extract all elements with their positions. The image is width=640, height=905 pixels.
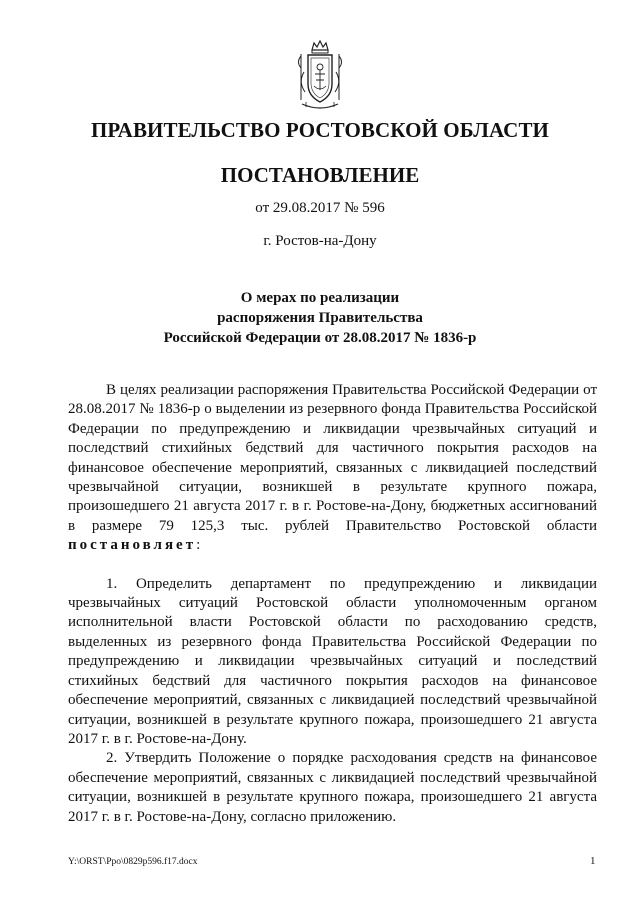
preamble-paragraph (68, 381, 597, 556)
subject-line: Российской Федерации от 28.08.2017 № 1836-р (163, 330, 477, 346)
decree-word: постановляет (68, 537, 197, 554)
document-body (68, 381, 597, 827)
decree-colon: : (196, 537, 201, 554)
footer-page-number: 1 (590, 855, 596, 867)
subject-line: О мерах по реализации (240, 290, 400, 306)
footer-file-path: Y:\ORST\Ppo\0829p596.f17.docx (68, 857, 198, 867)
document-date-number: от 29.08.2017 № 596 (255, 200, 385, 216)
coat-of-arms-icon (292, 40, 348, 114)
document-city: г. Ростов-на-Дону (263, 233, 377, 249)
organization-name: ПРАВИТЕЛЬСТВО РОСТОВСКОЙ ОБЛАСТИ (91, 118, 549, 142)
item-paragraph: 2. Утвердить Положение о порядке расходования средств на финансовое обеспечение мероприятий, связанных с ликвидацией последствий чрезвычайной ситуации, возникшей в результате крупного пожара, произошедшего 21 августа 2017 г. в г. Ростове-на-Дону, согласно приложению. (68, 750, 597, 825)
document-subject (0, 288, 640, 348)
item-paragraph: 1. Определить департамент по предупреждению и ликвидации чрезвычайных ситуаций Ростовской области уполномоченным органом исполнительной власти Ростовской области по расходованию средств, выделенных из резервного фонда Правительства Российской Федерации по предупреждению и ликвидации чрезвычайных ситуаций и последствий стихийных бедствий для частичного покрытия расходов на финансовое обеспечение мероприятий, связанных с ликвидацией последствий чрезвычайной ситуации, возникшей в результате крупного пожара, произошедшего 21 августа 2017 г. в г. Ростове-на-Дону. (68, 575, 597, 747)
preamble-text: В целях реализации распоряжения Правительства Российской Федерации от 28.08.2017 № 1836-р о выделении из резервного фонда Правительства Российской Федерации по предупреждению и ликвидации чрезвычайных ситуаций и последствий стихийных бедствий для частичного покрытия расходов на финансовое обеспечение мероприятий, связанных с ликвидацией последствий чрезвычайной ситуации, возникшей в результате крупного пожара, произошедшего 21 августа 2017 г. в г. Ростове-на-Дону, бюджетных ассигнований в размере 79 125,3 тыс. рублей Правительство Ростовской области (68, 382, 597, 534)
subject-line: распоряжения Правительства (217, 310, 423, 326)
document-type: ПОСТАНОВЛЕНИЕ (220, 163, 420, 187)
